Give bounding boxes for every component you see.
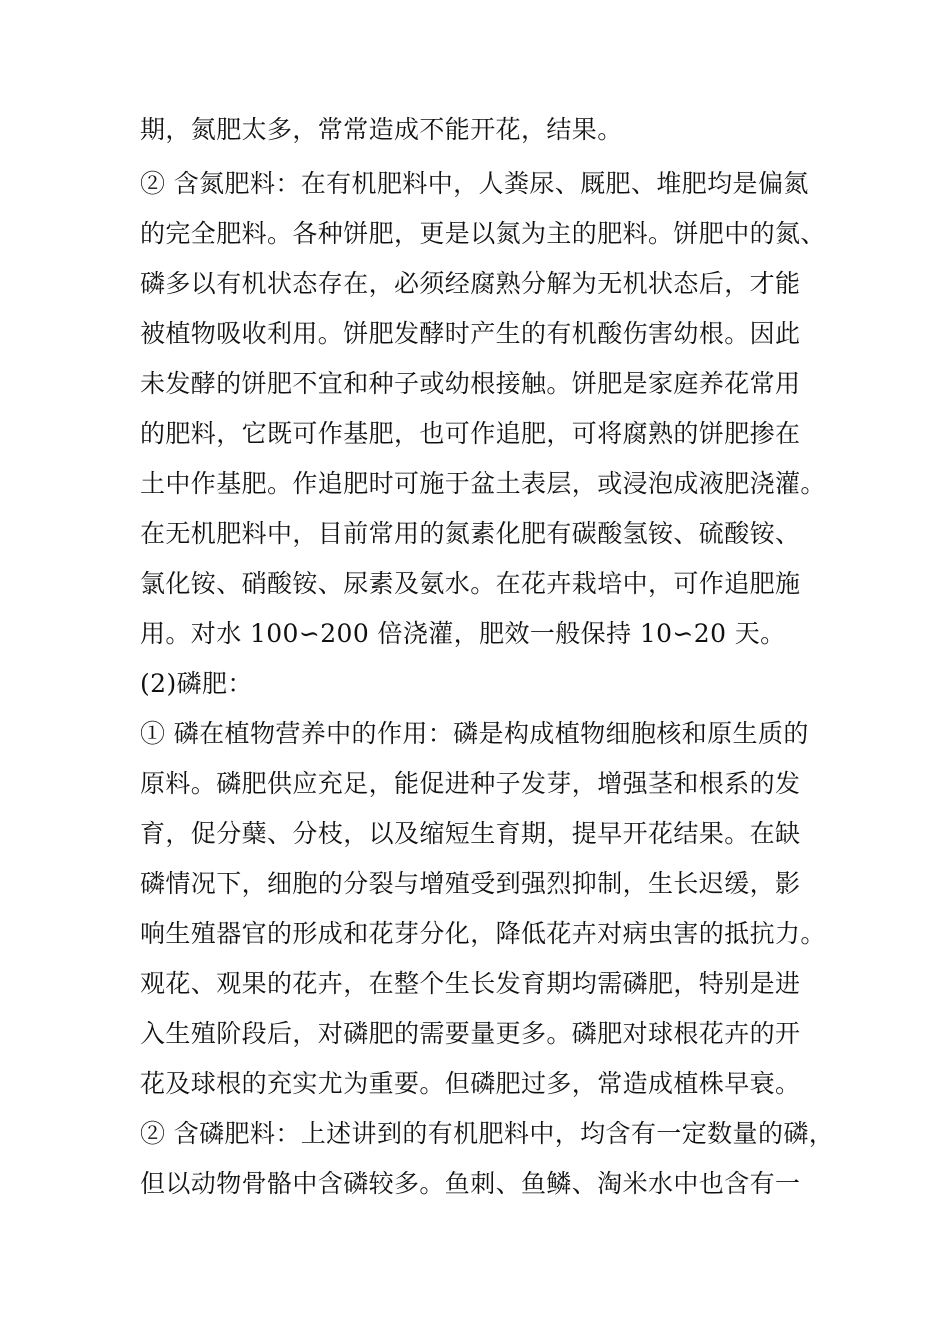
- text-line: 的完全肥料。各种饼肥，更是以氮为主的肥料。饼肥中的氮、: [140, 219, 826, 248]
- text-line: 响生殖器官的形成和花芽分化，降低花卉对病虫害的抵抗力。: [140, 919, 826, 948]
- text-line: 磷多以有机状态存在，必须经腐熟分解为无机状态后，才能: [140, 269, 801, 298]
- text-line: ② 含磷肥料：上述讲到的有机肥料中，均含有一定数量的磷，: [140, 1119, 835, 1148]
- text-line: 未发酵的饼肥不宜和种子或幼根接触。饼肥是家庭养花常用: [140, 369, 801, 398]
- text-line: 磷情况下，细胞的分裂与增殖受到强烈抑制，生长迟缓，影: [140, 869, 801, 898]
- section-heading: (2)磷肥：: [140, 669, 253, 698]
- text-line: ① 磷在植物营养中的作用：磷是构成植物细胞核和原生质的: [140, 719, 809, 748]
- text-line: 但以动物骨骼中含磷较多。鱼刺、鱼鳞、淘米水中也含有一: [140, 1169, 801, 1198]
- text-line: 原料。磷肥供应充足，能促进种子发芽，增强茎和根系的发: [140, 769, 801, 798]
- text-line: 土中作基肥。作追肥时可施于盆土表层，或浸泡成液肥浇灌。: [140, 469, 826, 498]
- text-line: 入生殖阶段后，对磷肥的需要量更多。磷肥对球根花卉的开: [140, 1019, 801, 1048]
- text-line: 期，氮肥太多，常常造成不能开花，结果。: [140, 115, 623, 144]
- text-line: 被植物吸收利用。饼肥发酵时产生的有机酸伤害幼根。因此: [140, 319, 801, 348]
- text-line: 用。对水 100∽200 倍浇灌，肥效一般保持 10∽20 天。: [140, 619, 786, 648]
- text-line: 氯化铵、硝酸铵、尿素及氨水。在花卉栽培中，可作追肥施: [140, 569, 801, 598]
- text-line: 育，促分蘖、分枝，以及缩短生育期，提早开花结果。在缺: [140, 819, 801, 848]
- text-line: 花及球根的充实尤为重要。但磷肥过多，常造成植株早衰。: [140, 1069, 801, 1098]
- text-line: 观花、观果的花卉，在整个生长发育期均需磷肥，特别是进: [140, 969, 801, 998]
- text-line: 在无机肥料中，目前常用的氮素化肥有碳酸氢铵、硫酸铵、: [140, 519, 801, 548]
- text-line: 的肥料，它既可作基肥，也可作追肥，可将腐熟的饼肥掺在: [140, 419, 801, 448]
- text-line: ② 含氮肥料：在有机肥料中，人粪尿、厩肥、堆肥均是偏氮: [140, 169, 809, 198]
